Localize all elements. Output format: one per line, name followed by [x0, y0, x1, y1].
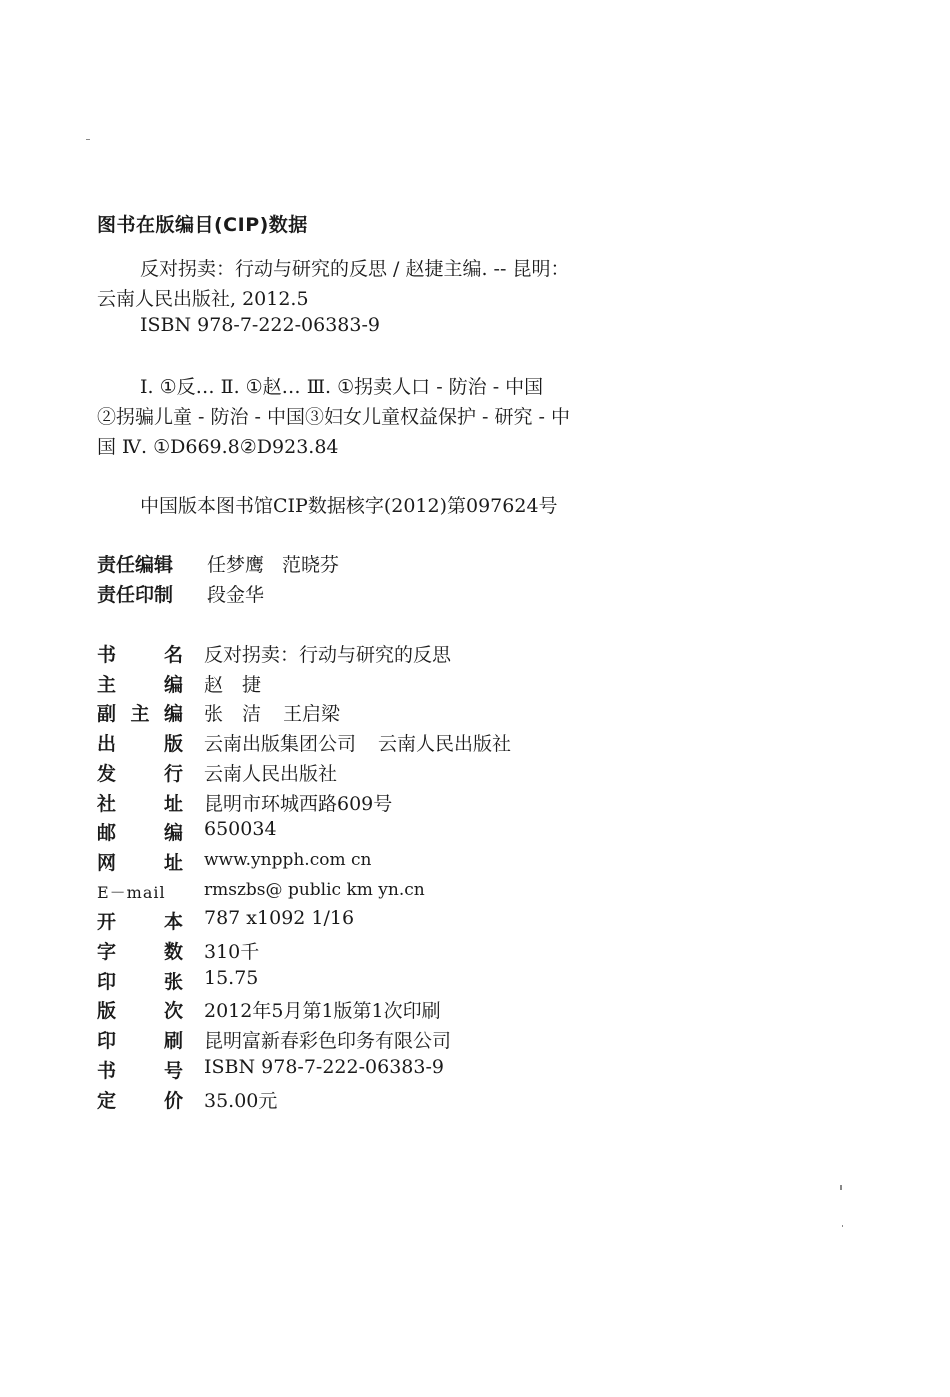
cip-heading: 图书在版编目(CIP)数据 [97, 214, 308, 236]
spec-value: 15.75 [204, 967, 259, 989]
cip-isbn-line: ISBN 978-7-222-06383-9 [140, 314, 380, 336]
spec-value: 赵 捷 [204, 674, 262, 696]
spec-label: 版次 [97, 1000, 183, 1022]
scan-speck [842, 1225, 843, 1227]
spec-label: 网址 [97, 852, 183, 874]
spec-value-part: 云南人民出版社 [378, 733, 512, 755]
spec-value: 2012年5月第1版第1次印刷 [204, 1000, 441, 1022]
cip-subject-line-2: ②拐骗儿童 - 防治 - 中国③妇女儿童权益保护 - 研究 - 中 [97, 406, 570, 428]
spec-value-part: 张 洁 [204, 703, 262, 725]
responsible-printing-value: 段金华 [207, 584, 265, 606]
spec-label: 书号 [97, 1060, 183, 1082]
spec-value: 反对拐卖：行动与研究的反思 [204, 644, 452, 666]
spec-value: www.ynpph.com cn [204, 850, 372, 870]
spec-label: E－mail [97, 883, 166, 902]
cip-subject-line-1: Ⅰ. ①反… Ⅱ. ①赵… Ⅲ. ①拐卖人口 - 防治 - 中国 [140, 376, 544, 398]
scan-speck [86, 139, 90, 140]
spec-label: 主编 [97, 674, 183, 696]
spec-label: 出版 [97, 733, 183, 755]
spec-value: 787 x1092 1/16 [204, 907, 355, 929]
spec-value: 35.00元 [204, 1090, 278, 1112]
spec-value [204, 699, 340, 726]
spec-value-part: 王启梁 [283, 703, 341, 725]
editor-name-1: 任梦鹰 [207, 554, 265, 576]
spec-value: 昆明市环城西路609号 [204, 793, 393, 815]
spec-label: 印张 [97, 971, 183, 993]
spec-value: 昆明富新春彩色印务有限公司 [204, 1030, 452, 1052]
spec-label: 书名 [97, 644, 183, 666]
spec-label: 定价 [97, 1090, 183, 1112]
responsible-printing-label: 责任印制 [97, 584, 174, 606]
cip-publisher-line: 云南人民出版社, 2012.5 [97, 288, 309, 310]
spec-label: 印刷 [97, 1030, 183, 1052]
spec-value: rmszbs@ public km yn.cn [204, 880, 425, 900]
scan-speck [840, 1185, 842, 1190]
spec-value: 310千 [204, 941, 260, 963]
editor-name-2: 范晓芬 [282, 554, 340, 576]
spec-label: 字数 [97, 941, 183, 963]
spec-value: 云南人民出版社 [204, 763, 338, 785]
spec-label: 开本 [97, 911, 183, 933]
spec-label: 邮编 [97, 822, 183, 844]
responsible-editor-label: 责任编辑 [97, 554, 174, 576]
spec-label: 副主编 [97, 703, 183, 725]
spec-label: 社址 [97, 793, 183, 815]
spec-value: 650034 [204, 818, 277, 840]
cip-subject-line-3: 国 Ⅳ. ①D669.8②D923.84 [97, 436, 339, 458]
responsible-editor-row [97, 550, 339, 577]
cip-verification-number: 中国版本图书馆CIP数据核字(2012)第097624号 [140, 495, 558, 517]
responsible-editor-value [207, 550, 339, 577]
spec-label: 发行 [97, 763, 183, 785]
cip-title-line: 反对拐卖：行动与研究的反思 / 赵捷主编. -- 昆明： [140, 258, 570, 280]
responsible-printing-row [97, 580, 264, 607]
spec-value: ISBN 978-7-222-06383-9 [204, 1056, 444, 1078]
spec-value-part: 云南出版集团公司 [204, 733, 357, 755]
spec-value [204, 729, 511, 756]
